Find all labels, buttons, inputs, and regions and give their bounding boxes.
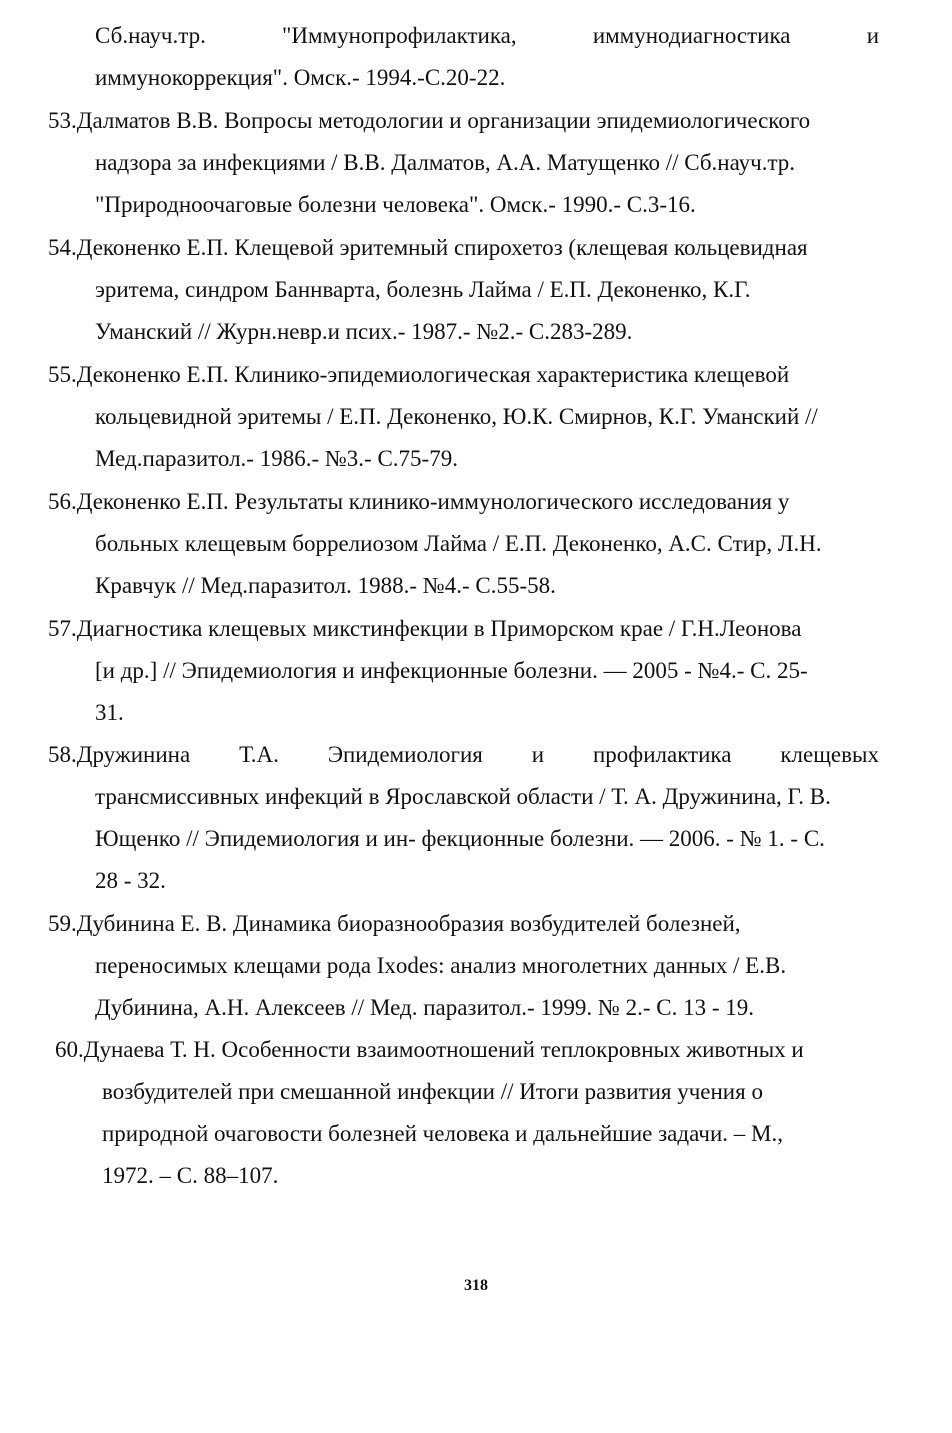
reference-60-line-1: [55, 1036, 804, 1064]
reference-number: 55.: [48, 362, 77, 387]
reference-54-line-2: эритема, синдром Баннварта, болезнь Лайма / Е.П. Деконенко, К.Г.: [95, 277, 751, 302]
reference-58-line-3: Ющенко // Эпидемиология и ин- фекционные болезни. — 2006. - № 1. - С.: [95, 826, 825, 851]
reference-text: Деконенко Е.П. Клещевой эритемный спирохетоз (клещевая кольцевидная: [76, 235, 808, 260]
reference-text: Диагностика клещевых микстинфекции в Приморском крае / Г.Н.Леонова: [76, 616, 802, 641]
reference-number: 58.: [48, 742, 77, 767]
word: Дружинина: [76, 742, 191, 767]
reference-59-line-2: переносимых клещами рода Ixodes: анализ многолетних данных / Е.В.: [95, 953, 787, 978]
reference-57-line-3: 31.: [95, 700, 124, 725]
reference-54-line-1: [48, 234, 808, 262]
word: клещевых: [780, 742, 879, 767]
reference-number: 59.: [48, 911, 77, 936]
reference-text: Деконенко Е.П. Клинико-эпидемиологическая характеристика клещевой: [76, 362, 790, 387]
reference-59-line-3: Дубинина, А.Н. Алексеев // Мед. паразитол.- 1999. № 2.- С. 13 - 19.: [95, 995, 755, 1020]
reference-60-line-4: 1972. – С. 88–107.: [102, 1163, 279, 1188]
reference-56-line-2: больных клещевым боррелиозом Лайма / Е.П. Деконенко, А.С. Стир, Л.Н.: [95, 531, 822, 556]
reference-56-line-3: Кравчук // Мед.паразитол. 1988.- №4.- С.55-58.: [95, 573, 556, 598]
reference-text: Дунаева Т. Н. Особенности взаимоотношений теплокровных животных и: [83, 1037, 804, 1062]
reference-57-line-1: [48, 615, 801, 643]
reference-53-line-2: надзора за инфекциями / В.В. Далматов, А.А. Матущенко // Сб.науч.тр.: [95, 150, 796, 175]
reference-text: Дубинина Е. В. Динамика биоразнообразия возбудителей болезней,: [76, 911, 741, 936]
continuation-line-1: [95, 22, 879, 50]
reference-number: 53.: [48, 108, 77, 133]
reference-53-line-1: [48, 107, 810, 135]
reference-text: Деконенко Е.П. Результаты клинико-иммунологического исследования у: [76, 489, 790, 514]
reference-60-line-2: возбудителей при смешанной инфекции // Итоги развития учения о: [102, 1079, 763, 1104]
reference-55-line-2: кольцевидной эритемы / Е.П. Деконенко, Ю.К. Смирнов, К.Г. Уманский //: [95, 404, 818, 429]
reference-58-line-4: 28 - 32.: [95, 868, 166, 893]
word: иммунодиагностика: [592, 23, 791, 48]
word: "Иммунопрофилактика,: [282, 23, 517, 48]
reference-number: 56.: [48, 489, 77, 514]
page-number: 318: [464, 1277, 488, 1294]
reference-60-line-3: природной очаговости болезней человека и дальнейшие задачи. – М.,: [102, 1121, 783, 1146]
word: Эпидемиология: [327, 742, 483, 767]
reference-53-line-3: "Природноочаговые болезни человека". Омск.- 1990.- С.3-16.: [95, 192, 696, 217]
reference-58-line-1: [48, 741, 879, 769]
reference-59-line-1: [48, 910, 741, 938]
reference-58-line-2: трансмиссивных инфекций в Ярославской области / Т. А. Дружинина, Г. В.: [95, 784, 831, 809]
reference-54-line-3: Уманский // Журн.невр.и псих.- 1987.- №2.- С.283-289.: [95, 319, 633, 344]
reference-56-line-1: [48, 488, 789, 516]
word: профилактика: [592, 742, 732, 767]
reference-57-line-2: [и др.] // Эпидемиология и инфекционные болезни. — 2005 - №4.- С. 25-: [95, 658, 808, 683]
reference-55-line-1: [48, 361, 789, 389]
word: и: [531, 742, 545, 767]
reference-55-line-3: Мед.паразитол.- 1986.- №3.- С.75-79.: [95, 446, 458, 471]
reference-number-and-text-start: [48, 741, 190, 769]
reference-text: Далматов В.В. Вопросы методологии и организации эпидемиологического: [76, 108, 811, 133]
reference-number: 60.: [55, 1037, 84, 1062]
reference-number: 57.: [48, 616, 77, 641]
word: и: [866, 23, 879, 48]
reference-number: 54.: [48, 235, 77, 260]
word: Т.А.: [239, 742, 279, 767]
word: Сб.науч.тр.: [95, 23, 206, 48]
continuation-line-2: иммунокоррекция". Омск.- 1994.-С.20-22.: [95, 65, 506, 90]
